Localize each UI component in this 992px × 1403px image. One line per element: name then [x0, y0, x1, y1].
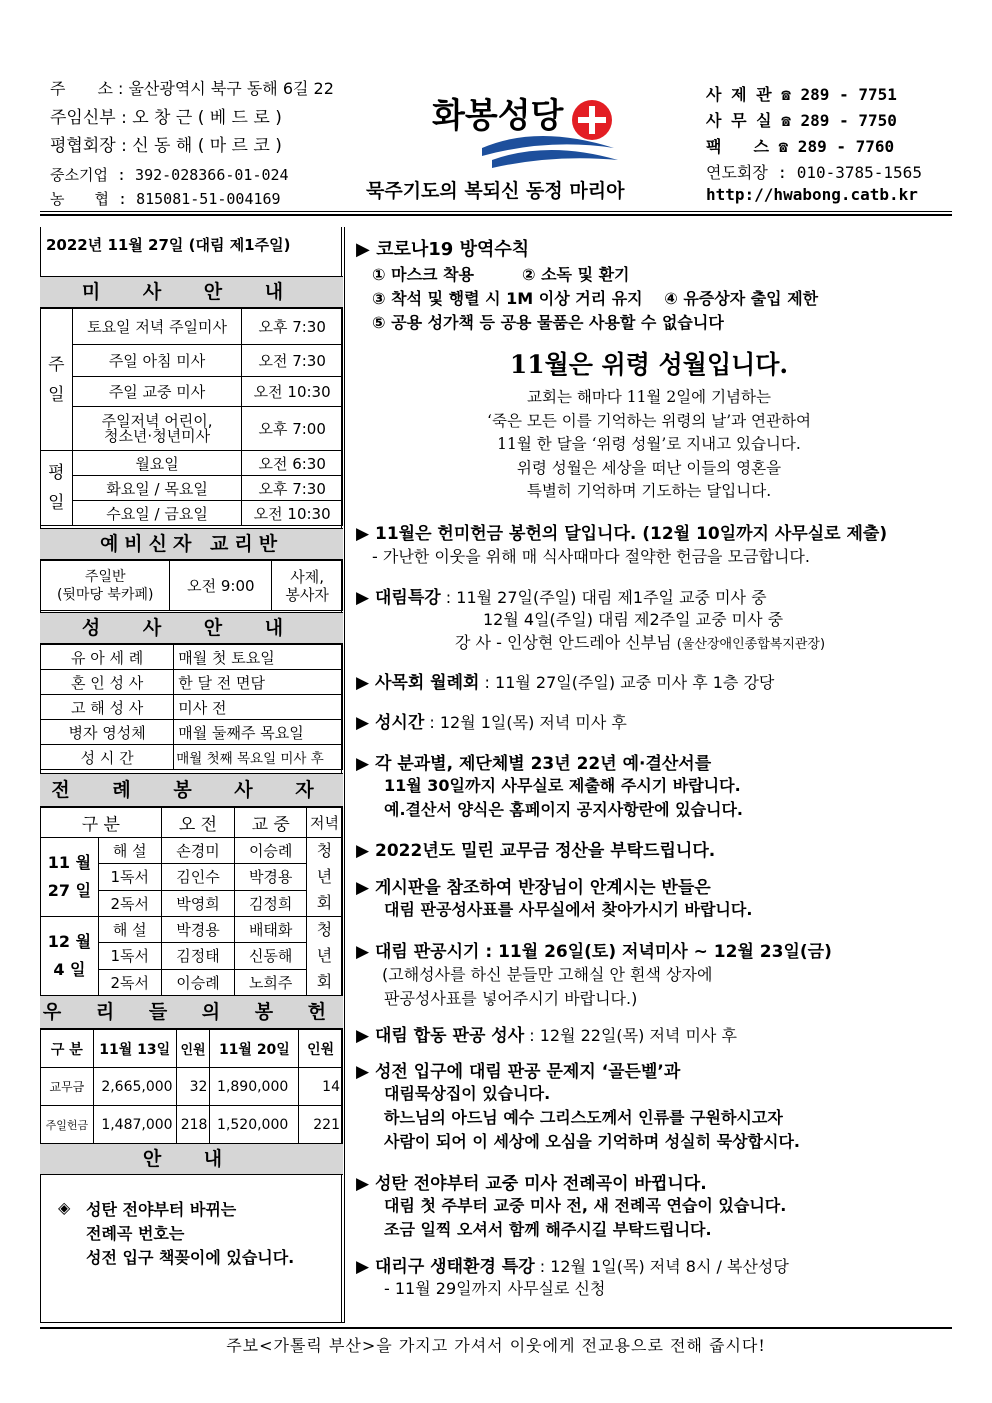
parish-name: 화봉성당 — [432, 96, 564, 136]
offering-section-title: 우 리 들 의 봉 헌 — [40, 995, 343, 1029]
announcement-golden-bell: ▶ 성전 입구에 대림 판공 문제지 ‘골든벨’과 — [356, 1062, 681, 1082]
mass-name: 토요일 저녁 주일미사 — [72, 309, 242, 345]
server-morning: 박영희 — [161, 890, 235, 916]
offering-header: 11월 13일 — [93, 1030, 176, 1068]
servers-table — [40, 807, 343, 996]
sacrament-when: 매월 첫 토요일 — [174, 645, 343, 670]
sacrament-section-title: 성 사 안 내 — [40, 612, 343, 644]
confession-period-line3: 판공성사표를 넣어주시기 바랍니다.) — [384, 989, 638, 1008]
mass-name: 주일 교중 미사 — [72, 377, 242, 407]
announcement-dues: ▶ 2022년도 밀린 교무금 정산을 부탁드립니다. — [356, 841, 716, 861]
mass-time: 오전 7:30 — [242, 345, 343, 377]
offering-header: 11월 20일 — [210, 1030, 299, 1068]
mass-time: 오후 7:00 — [242, 407, 343, 451]
pastor: 주임신부 : 오 창 근 ( 베 드 로 ) — [50, 108, 282, 128]
feature-body: 교회는 해마다 11월 2일에 기념하는 ‘죽은 모든 이를 기억하는 위령의 날’과 연관하여 11월 한 달을 ‘위령 성월’로 지내고 있습니다. 위령 성월은 세상을 떠난 이들의 영혼을 특별히 기억하며 기도하는 달입니다. — [487, 388, 811, 500]
server-main: 이승례 — [235, 838, 307, 864]
announcement-budget-line3: 예.결산서 양식은 홈페이지 공지사항란에 있습니다. — [384, 800, 744, 819]
offering-amount: 2,665,000 — [93, 1068, 176, 1106]
offering-amount: 1,890,000 — [210, 1068, 299, 1106]
mass-name: 화요일 / 목요일 — [72, 476, 242, 501]
confession-period-line2: (고해성사를 하신 분들만 고해실 안 흰색 상자에 — [382, 965, 713, 984]
sacrament-when: 매월 둘째주 목요일 — [174, 720, 343, 745]
sacrament-when: 한 달 전 면담 — [174, 670, 343, 695]
offering-amount: 1,487,000 — [93, 1106, 176, 1144]
header-rule-thick — [40, 214, 952, 216]
sacrament-when: 매월 첫째 목요일 미사 후 — [174, 745, 343, 770]
offering-count: 14 — [299, 1068, 343, 1106]
announcement-offering: ▶ 11월은 헌미헌금 봉헌의 달입니다. (12월 10일까지 사무실로 제출) — [356, 524, 888, 544]
catechism-teacher: 사제, 봉사자 — [272, 561, 343, 611]
servers-header: 교 중 — [235, 808, 307, 838]
offering-header: 인원 — [176, 1030, 210, 1068]
announcement-confession-cards: ▶ 게시판을 참조하여 반장님이 안계시는 반들은 — [356, 878, 711, 898]
sacrament-name: 성 시 간 — [41, 745, 174, 770]
mass-name: 주일저녁 어린이, 청소년·청년미사 — [72, 407, 242, 451]
servers-role: 해 설 — [98, 917, 161, 943]
ecology-lecture-sub: - 11월 29일까지 사무실로 신청 — [384, 1279, 606, 1298]
catechism-section-title: 예비신자 교리반 — [40, 528, 343, 560]
notice-mark: ◈ — [58, 1198, 71, 1217]
servers-section-title: 전 례 봉 사 자 — [40, 773, 343, 807]
mass-time: 오전 10:30 — [242, 377, 343, 407]
servers-role: 2독서 — [98, 890, 161, 916]
covid-rule-1: ① 마스크 착용 ② 소독 및 환기 — [372, 265, 630, 284]
offering-count: 218 — [176, 1106, 210, 1144]
catechism-table — [40, 560, 343, 611]
notice-section-title: 안 내 — [40, 1143, 343, 1175]
servers-date: 12 월 4 일 — [41, 917, 99, 996]
announcement-joint-confession: ▶ 대림 합동 판공 성사 : 12월 22일(목) 저녁 미사 후 — [356, 1026, 737, 1046]
address: 주 소 : 울산광역시 북구 동해 6길 22 — [50, 79, 334, 98]
footer-rule — [40, 1327, 952, 1329]
website[interactable]: http://hwabong.catb.kr — [706, 185, 918, 204]
catechism-class: 주일반 (뒷마당 북카페) — [41, 561, 170, 611]
catechism-time: 오전 9:00 — [170, 561, 272, 611]
golden-bell-line3: 하느님의 아드님 예수 그리스도께서 인류를 구원하시고자 — [384, 1108, 783, 1127]
mass-time: 오후 7:30 — [242, 476, 343, 501]
server-main: 김정희 — [235, 890, 307, 916]
servers-header: 구 분 — [41, 808, 162, 838]
server-morning: 김정태 — [161, 943, 235, 969]
mass-name: 수요일 / 금요일 — [72, 501, 242, 526]
sacrament-name: 병자 영성체 — [41, 720, 174, 745]
advent-lecture-line2: 12월 4일(주일) 대림 제2주일 교중 미사 중 — [483, 610, 784, 629]
servers-date: 11 월 27 일 — [41, 838, 99, 917]
servers-header: 저녁 — [307, 808, 343, 838]
office-phone: 사 무 실 ☎ 289 - 7750 — [706, 111, 897, 130]
announcement-holy-hour: ▶ 성시간 : 12월 1일(목) 저녁 미사 후 — [356, 713, 627, 733]
sacrament-name: 고 해 성 사 — [41, 695, 174, 720]
parish-motto: 묵주기도의 복되신 동정 마리아 — [366, 180, 625, 202]
bank-account-1: 중소기업 : 392-028366-01-024 — [50, 166, 289, 184]
council-president: 평협회장 : 신 동 해 ( 마 르 코 ) — [50, 136, 282, 156]
hymns-line2: 대림 첫 주부터 교중 미사 전, 새 전례곡 연습이 있습니다. — [384, 1196, 787, 1215]
announcement-budget: ▶ 각 분과별, 제단체별 23년 22년 예·결산서를 — [356, 754, 712, 774]
notice-text: 성탄 전야부터 바뀌는 전례곡 번호는 성전 입구 책꽂이에 있습니다. — [86, 1200, 295, 1267]
offering-header: 구 분 — [41, 1030, 94, 1068]
announcement-ecology-lecture: ▶ 대리구 생태환경 특강 : 12월 1일(목) 저녁 8시 / 복산성당 — [356, 1257, 789, 1277]
server-morning: 박경용 — [161, 917, 235, 943]
servers-role: 1독서 — [98, 943, 161, 969]
offering-count: 221 — [299, 1106, 343, 1144]
golden-bell-line2: 대림묵상집이 있습니다. — [384, 1084, 551, 1103]
announcement-confession-period: ▶ 대림 판공시기 : 11월 26일(토) 저녁미사 ~ 12월 23일(금) — [356, 942, 832, 962]
sacrament-table — [40, 644, 343, 770]
sacrament-name: 유 아 세 례 — [41, 645, 174, 670]
mass-name: 월요일 — [72, 451, 242, 476]
sacrament-name: 혼 인 성 사 — [41, 670, 174, 695]
announcement-hymns: ▶ 성탄 전야부터 교중 미사 전례곡이 바뀝니다. — [356, 1174, 707, 1194]
servers-role: 해 설 — [98, 838, 161, 864]
server-main: 배태화 — [235, 917, 307, 943]
golden-bell-line4: 사람이 되어 이 세상에 오심을 기억하며 성실히 묵상합시다. — [384, 1132, 801, 1151]
server-morning: 이승례 — [161, 969, 235, 995]
footer-text: 주보<가톨릭 부산>을 가지고 가셔서 이웃에게 전교용으로 전해 줍시다! — [226, 1336, 766, 1355]
server-evening: 청 년 회 — [307, 917, 343, 996]
mass-schedule-table — [40, 308, 343, 526]
mass-section-title: 미 사 안 내 — [40, 276, 343, 308]
server-main: 박경용 — [235, 864, 307, 890]
announcement-offering-sub: - 가난한 이웃을 위해 매 식사때마다 절약한 헌금을 모금합니다. — [372, 547, 810, 566]
soul-org-phone: 연도회장 : 010-3785-1565 — [706, 163, 922, 182]
offering-count: 32 — [176, 1068, 210, 1106]
bank-account-2: 농 협 : 815081-51-004169 — [50, 190, 281, 208]
hymns-line3: 조금 일찍 오셔서 함께 해주시길 부탁드립니다. — [384, 1220, 712, 1239]
mass-time: 오전 10:30 — [242, 501, 343, 526]
rectory-phone: 사 제 관 ☎ 289 - 7751 — [706, 85, 897, 104]
mass-time: 오전 6:30 — [242, 451, 343, 476]
announcement-budget-line2: 11월 30일까지 사무실로 제출해 주시기 바랍니다. — [384, 776, 741, 795]
announcement-advent-lecture: ▶ 대림특강 : 11월 27일(주일) 대림 제1주일 교중 미사 중 — [356, 588, 767, 608]
server-morning: 김인수 — [161, 864, 235, 890]
feature-title: 11월은 위령 성월입니다. — [509, 350, 789, 379]
offering-type: 주일헌금 — [41, 1106, 94, 1144]
offering-header: 인원 — [299, 1030, 343, 1068]
parish-logo — [478, 96, 628, 176]
offering-table — [40, 1029, 343, 1144]
bulletin-date: 2022년 11월 27일 (대림 제1주일) — [46, 236, 291, 254]
sunday-label: 주 일 — [41, 309, 73, 451]
fax-number: 팩 스 ☎ 289 - 7760 — [706, 137, 895, 156]
mass-name: 주일 아침 미사 — [72, 345, 242, 377]
server-main: 신동해 — [235, 943, 307, 969]
servers-role: 2독서 — [98, 969, 161, 995]
header-rule — [40, 211, 952, 212]
announcement-council-meeting: ▶ 사목회 월례회 : 11월 27일(주일) 교중 미사 후 1층 강당 — [356, 673, 775, 693]
covid-rule-2: ③ 착석 및 행렬 시 1M 이상 거리 유지 ④ 유증상자 출입 제한 — [372, 289, 819, 308]
covid-title: ▶ 코로나19 방역수칙 — [356, 239, 530, 260]
covid-rule-3: ⑤ 공용 성가책 등 공용 물품은 사용할 수 없습니다 — [372, 313, 724, 332]
weekday-label: 평 일 — [41, 451, 73, 526]
servers-role: 1독서 — [98, 864, 161, 890]
confession-cards-line2: 대림 판공성사표를 사무실에서 찾아가시기 바랍니다. — [384, 900, 753, 919]
server-morning: 손경미 — [161, 838, 235, 864]
server-main: 노희주 — [235, 969, 307, 995]
server-evening: 청 년 회 — [307, 838, 343, 917]
offering-type: 교무금 — [41, 1068, 94, 1106]
advent-lecture-speaker: 강 사 - 인상현 안드레아 신부님 (울산장애인종합복지관장) — [455, 633, 826, 652]
sacrament-when: 미사 전 — [174, 695, 343, 720]
mass-time: 오후 7:30 — [242, 309, 343, 345]
offering-amount: 1,520,000 — [210, 1106, 299, 1144]
servers-header: 오 전 — [161, 808, 235, 838]
